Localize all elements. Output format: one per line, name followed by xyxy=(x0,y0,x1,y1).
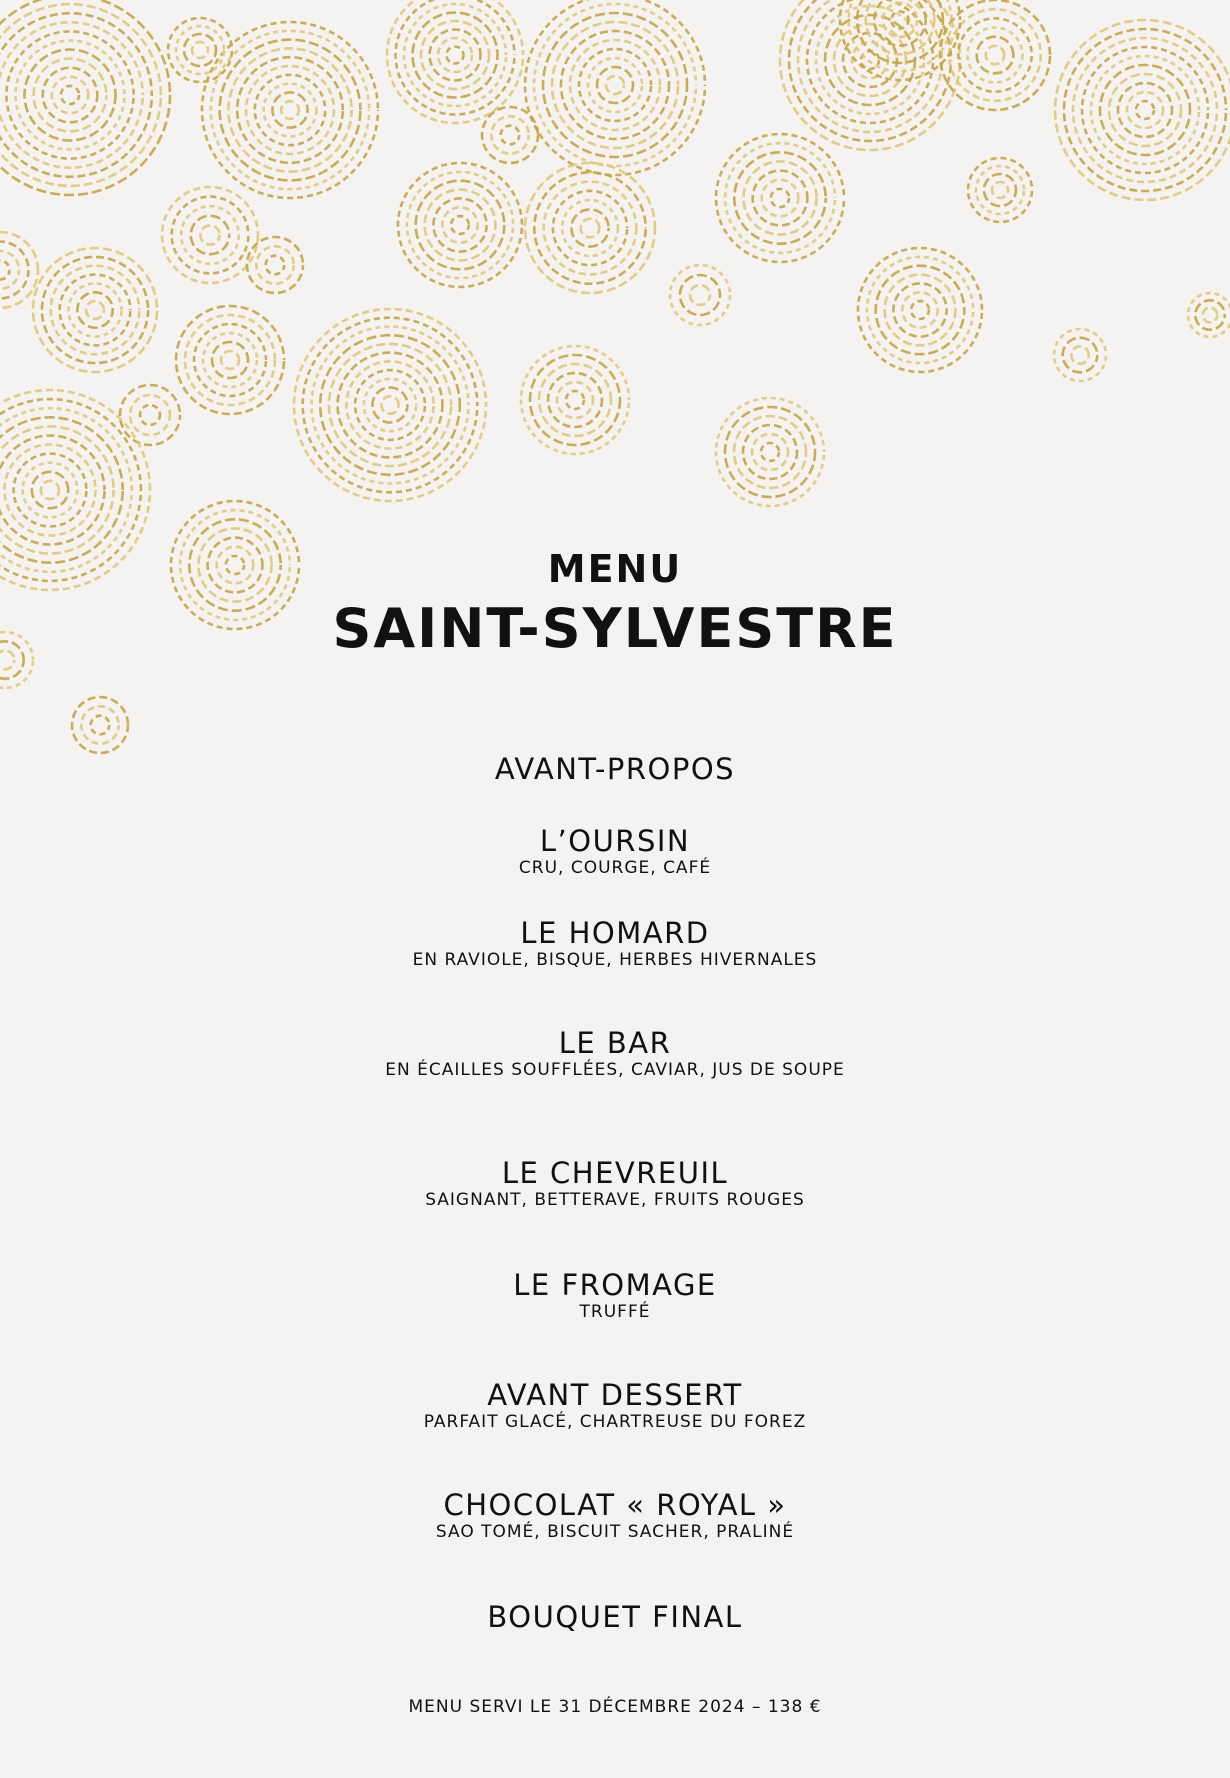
course-avant-propos xyxy=(0,752,1230,786)
course-description: TRUFFÉ xyxy=(579,1302,651,1322)
course-homard xyxy=(0,916,1230,971)
course-name: LE CHEVREUIL xyxy=(501,1156,729,1190)
course-bar xyxy=(0,1026,1230,1081)
course-oursin xyxy=(0,824,1230,879)
course-chocolat-royal xyxy=(0,1488,1230,1543)
course-description: CRU, COURGE, CAFÉ xyxy=(518,858,712,878)
course-name: BOUQUET FINAL xyxy=(487,1600,743,1634)
menu-title: SAINT-SYLVESTRE xyxy=(332,597,898,660)
menu-kicker: MENU xyxy=(547,547,683,591)
course-description: SAIGNANT, BETTERAVE, FRUITS ROUGES xyxy=(425,1190,805,1210)
course-name: AVANT DESSERT xyxy=(487,1378,743,1412)
course-description: EN ÉCAILLES SOUFFLÉES, CAVIAR, JUS DE SOUPE xyxy=(385,1060,845,1080)
course-name: CHOCOLAT « ROYAL » xyxy=(443,1488,787,1522)
course-fromage xyxy=(0,1268,1230,1323)
course-description: PARFAIT GLACÉ, CHARTREUSE DU FOREZ xyxy=(423,1412,807,1432)
footer-note: MENU SERVI LE 31 DÉCEMBRE 2024 – 138 € xyxy=(408,1697,822,1717)
course-name: L’OURSIN xyxy=(539,824,691,858)
course-description: SAO TOMÉ, BISCUIT SACHER, PRALINÉ xyxy=(435,1522,795,1542)
course-name: LE FROMAGE xyxy=(513,1268,717,1302)
course-description: EN RAVIOLE, BISQUE, HERBES HIVERNALES xyxy=(412,950,818,970)
course-name: AVANT-PROPOS xyxy=(494,752,736,786)
course-avant-dessert xyxy=(0,1378,1230,1433)
course-bouquet-final xyxy=(0,1600,1230,1634)
course-name: LE HOMARD xyxy=(520,916,710,950)
course-name: LE BAR xyxy=(558,1026,672,1060)
course-chevreuil xyxy=(0,1156,1230,1211)
